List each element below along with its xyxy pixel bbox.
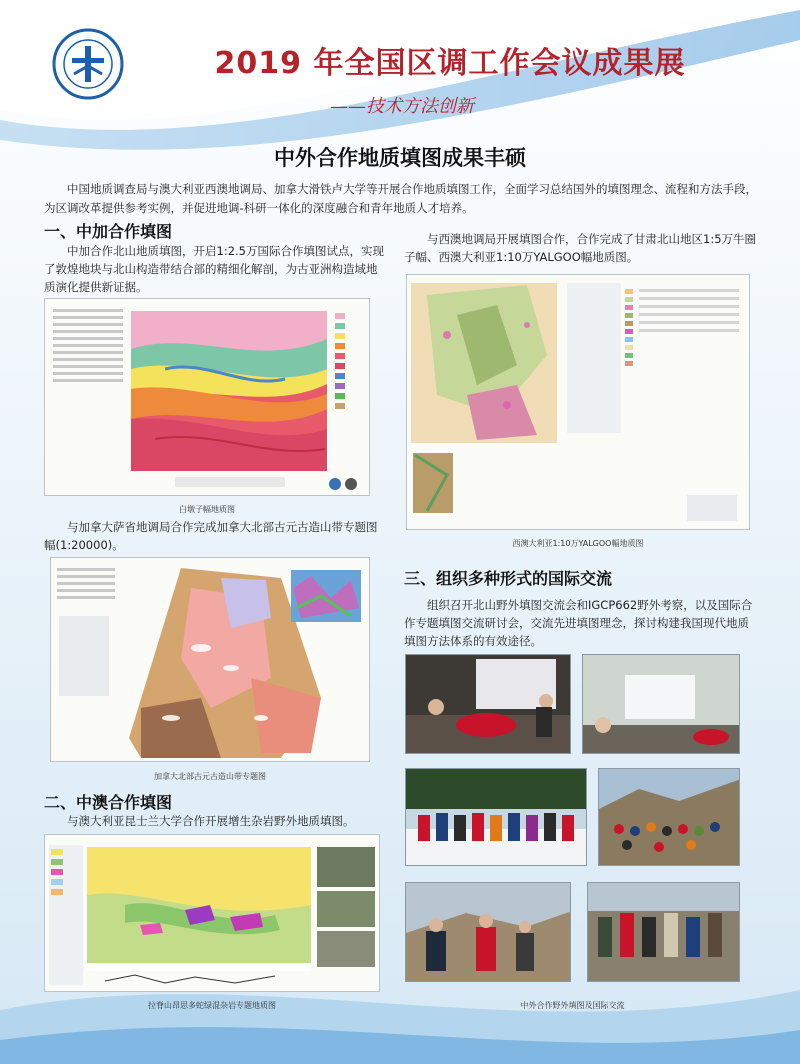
meeting-photo-2 (582, 654, 740, 754)
lajishan-ophiolite-map (44, 834, 380, 992)
poster-subtitle: ——技术方法创新 (330, 96, 474, 117)
yalgoo-map-caption: 西澳大利亚1:10万YALGOO幅地质图 (512, 539, 644, 548)
poster-title: 2019 年全国区调工作会议成果展 (214, 46, 686, 81)
section-two-heading: 二、中澳合作填图 (44, 793, 173, 812)
section-one-paragraph: 中加合作北山地质填图，开启1:2.5万国际合作填图试点，实现了敦煌地块与北山构造带结合部的精细化解剖，为古亚洲构造域地质演化提供新证据。 (44, 244, 384, 294)
field-outcrop-photo-1 (405, 882, 571, 982)
section-three-heading: 三、组织多种形式的国际交流 (404, 569, 613, 588)
section-title: 中外合作地质填图成果丰硕 (274, 146, 526, 170)
field-snow-group-photo (405, 768, 587, 866)
canada-cooperation-paragraph: 与加拿大萨省地调局合作完成加拿大北部古元古造山带专题图幅(1:20000)。 (44, 520, 378, 552)
field-hill-group-photo (598, 768, 740, 866)
yalgoo-geological-map (406, 274, 750, 530)
baidunzi-geological-map (44, 298, 370, 496)
exchange-photos-caption: 中外合作野外填图及国际交流 (520, 1001, 625, 1010)
canada-orogen-map (50, 557, 370, 762)
section-two-paragraph: 与澳大利亚昆士兰大学合作开展增生杂岩野外地质填图。 (67, 814, 355, 828)
section-one-heading: 一、中加合作填图 (44, 222, 173, 241)
section-three-paragraph: 组织召开北山野外填图交流会和IGCP662野外考察，以及国际合作专题填图交流研讨会，交流先进填图理念，探讨构建我国现代地质填图方法体系的有效途径。 (404, 598, 753, 648)
field-outcrop-photo-2 (587, 882, 740, 982)
wa-cooperation-paragraph: 与西澳地调局开展填图合作，合作完成了甘肃北山地区1:5万牛圈子幅、西澳大利亚1:10万YALGOO幅地质图。 (404, 232, 757, 264)
lajishan-map-caption: 拉脊山昂思多蛇绿混杂岩专题地质图 (148, 1001, 276, 1010)
baidunzi-map-caption: 白墩子幅地质图 (179, 505, 235, 514)
geological-survey-logo-icon (52, 28, 124, 100)
intro-paragraph: 中国地质调查局与澳大利亚西澳地调局、加拿大滑铁卢大学等开展合作地质填图工作，全面学习总结国外的填图理念、流程和方法手段，为区调改革提供参考实例，并促进地调-科研一体化的深度融合和青年地质人才培养。 (44, 182, 757, 215)
canada-map-caption: 加拿大北部古元古造山带专题图 (154, 772, 266, 781)
meeting-photo-1 (405, 654, 571, 754)
